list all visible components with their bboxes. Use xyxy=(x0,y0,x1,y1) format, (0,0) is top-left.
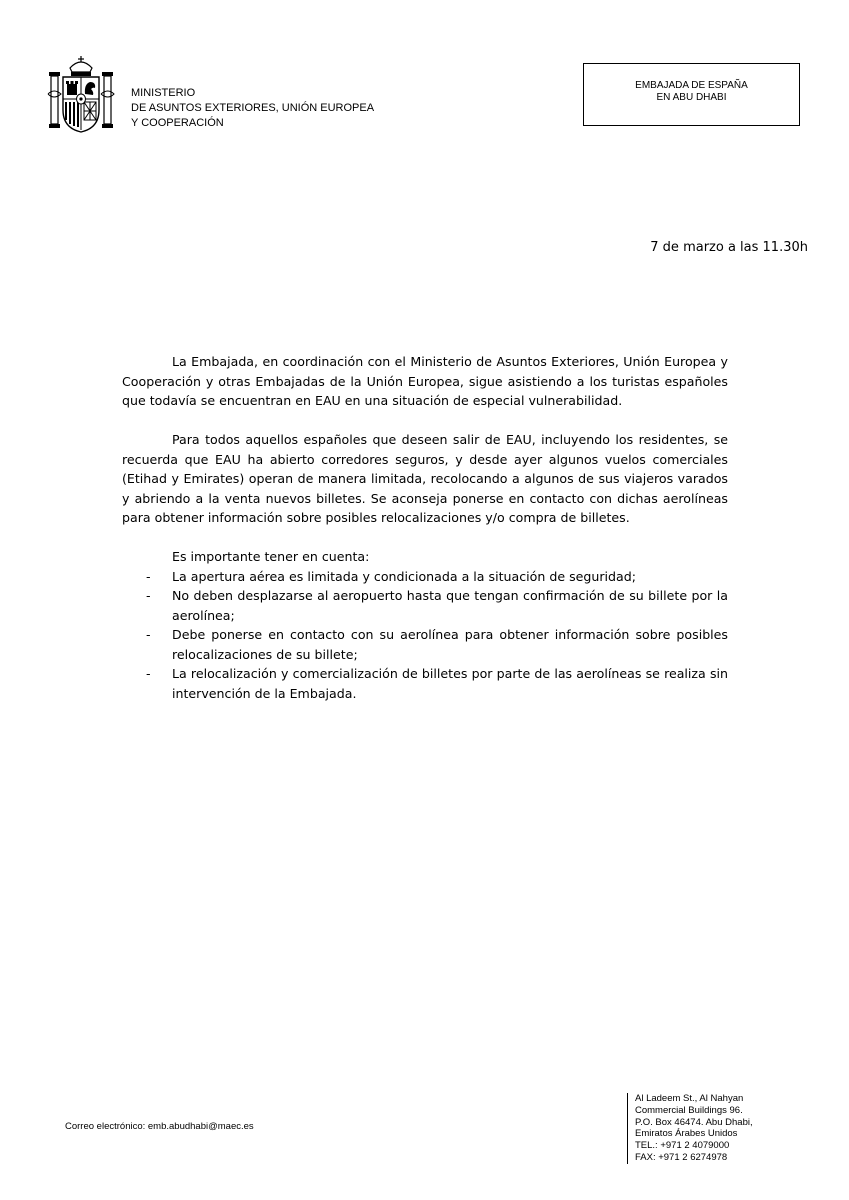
ministry-name xyxy=(131,86,374,131)
contact-email: Correo electrónico: emb.abudhabi@maec.es xyxy=(65,1121,254,1132)
address-line: Emiratos Árabes Unidos xyxy=(635,1128,738,1140)
list-item-text: La relocalización y comercialización de billetes por parte de las aerolíneas se realiza sin intervención de la Embajada. xyxy=(172,666,728,701)
bullet-dash: - xyxy=(146,588,151,603)
embassy-box xyxy=(583,63,800,126)
ministry-line: Y COOPERACIÓN xyxy=(131,117,224,129)
list-item xyxy=(122,625,728,664)
list-item xyxy=(122,586,728,625)
ministry-line: MINISTERIO xyxy=(131,87,196,99)
list-item xyxy=(122,567,728,587)
address-line: TEL.: +971 2 4079000 xyxy=(635,1140,730,1152)
bullet-dash: - xyxy=(146,568,151,584)
list-intro: Es importante tener en cuenta: xyxy=(172,549,370,564)
document-date: 7 de marzo a las 11.30h xyxy=(650,240,808,255)
spain-coat-of-arms-icon xyxy=(46,54,116,136)
letter-body xyxy=(122,352,728,703)
embassy-line: EN ABU DHABI xyxy=(656,92,727,103)
address-line: Al Ladeem St., Al Nahyan xyxy=(635,1093,744,1104)
bullet-list xyxy=(122,567,728,704)
paragraph: La Embajada, en coordinación con el Ministerio de Asuntos Exteriores, Unión Europea y Cooperación y otras Embajadas de la Unión Europea, sigue asistiendo a los turistas españoles que todavía se encuentran en EAU en una situación de especial vulnerabilidad. xyxy=(122,354,728,408)
list-item xyxy=(122,664,728,703)
list-item-text: Debe ponerse en contacto con su aerolínea para obtener información sobre posibles relocalizaciones de su billete; xyxy=(172,627,728,662)
address-line: FAX: +971 2 6274978 xyxy=(635,1151,728,1163)
ministry-line: DE ASUNTOS EXTERIORES, UNIÓN EUROPEA xyxy=(131,102,375,114)
embassy-line: EMBAJADA DE ESPAÑA xyxy=(635,80,748,91)
paragraph: Para todos aquellos españoles que deseen salir de EAU, incluyendo los residentes, se recuerda que EAU ha abierto corredores seguros, y desde ayer algunos vuelos comerciales (Etihad y Emirates) operan de manera limitada, recolocando a algunos de sus viajeros varados y abriendo a la venta nuevos billetes. Se aconseja ponerse en contacto con dichas aerolíneas para obtener información sobre posibles relocalizaciones y/o compra de billetes. xyxy=(122,432,728,525)
list-item-text: No deben desplazarse al aeropuerto hasta que tengan confirmación de su billete por la aerolínea; xyxy=(172,588,728,623)
address-line: Commercial Buildings 96. xyxy=(635,1104,743,1116)
bullet-dash: - xyxy=(146,627,151,642)
embassy-address xyxy=(627,1093,795,1164)
bullet-dash: - xyxy=(146,666,151,681)
list-item-text: La apertura aérea es limitada y condicionada a la situación de seguridad; xyxy=(172,568,636,584)
address-line: P.O. Box 46474. Abu Dhabi, xyxy=(635,1116,753,1128)
